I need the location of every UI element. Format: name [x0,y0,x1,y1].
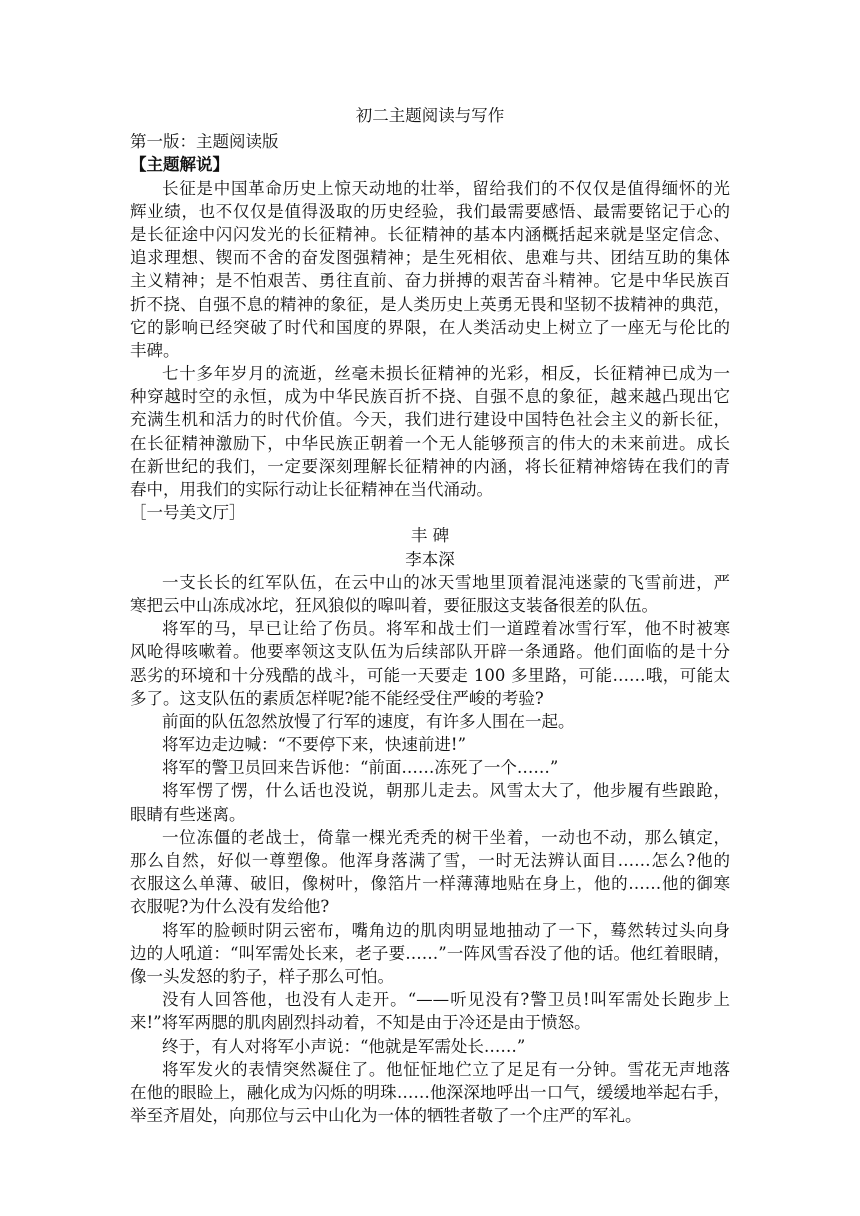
text-line: 折不挠、自强不息的精神的象征，是人类历史上英勇无畏和坚韧不拔精神的典范， [130,294,730,314]
hall-label: ［一号美文厅］ [130,503,246,523]
article-paragraph [130,988,730,1034]
text-line: 衣服呢?为什么没有发给他? [130,897,330,917]
text-line: 将军的马，早已让给了伤员。将军和战士们一道蹚着冰雪行军，他不时被寒 [162,619,730,639]
text-line: 在新世纪的我们，一定要深刻理解长征精神的内涵，将长征精神熔铸在我们的青 [130,456,730,476]
document-title: 初二主题阅读与写作 [355,106,505,125]
article-paragraph [130,826,730,919]
text-line: 多了。这支队伍的素质怎样呢?能不能经受住严峻的考验? [130,688,544,708]
text-line: 充满生机和活力的时代价值。今天，我们进行建设中国特色社会主义的新长征， [130,410,730,430]
text-line: 来!”将军两腮的肌肉剧烈抖动着，不知是由于冷还是由于愤怒。 [130,1013,591,1033]
text-line: 将军边走边喊：“不要停下来，快速前进!” [162,735,467,755]
article-author: 李本深 [405,549,455,569]
text-line: 追求理想、锲而不舍的奋发图强精神；是生死相依、患难与共、团结互助的集体 [130,248,730,268]
article-paragraph [130,1058,730,1128]
text-line: 将军愣了愣，什么话也没说，朝那儿走去。风雪太大了，他步履有些踉跄， [162,781,730,801]
intro-paragraph-1 [130,177,730,363]
text-line: 将军的警卫员回来告诉他：“前面……冻死了一个……” [162,758,559,778]
text-line: 眼睛有些迷离。 [130,804,246,824]
article-paragraph [130,571,730,617]
text-line: 衣服这么单薄、破旧，像树叶，像箔片一样薄薄地贴在身上，他的……他的御寒 [130,874,730,894]
article-paragraph [130,919,730,989]
text-line: 丰碑。 [130,340,180,360]
text-line: 辉业绩，也不仅仅是值得汲取的历史经验，我们最需要感悟、最需要铭记于心的 [130,201,730,221]
text-line: 一位冻僵的老战士，倚靠一棵光秃秃的树干坐着，一动也不动，那么镇定， [162,827,730,847]
article-paragraph [130,756,730,779]
intro-paragraph-2 [130,362,730,501]
text-line: 边的人吼道：“叫军需处长来，老子要……”一阵风雪吞没了他的话。他红着眼睛， [130,943,730,963]
text-line: 恶劣的环境和十分残酷的战斗，可能一天要走 100 多里路，可能……哦，可能太 [130,665,730,685]
text-line: 春中，用我们的实际行动让长征精神在当代涌动。 [130,480,493,499]
theme-heading: 【主题解说】 [130,155,229,175]
text-line: 长征是中国革命历史上惊天动地的壮举，留给我们的不仅仅是值得缅怀的光 [162,178,730,198]
text-line: 寒把云中山冻成冰坨，狂风狼似的嗥叫着，要征服这支装备很差的队伍。 [130,595,658,615]
text-line: 种穿越时空的永恒，成为中华民族百折不挠、自强不息的象征，越来越凸现出它 [130,387,730,407]
text-line: 终于，有人对将军小声说：“他就是军需处长……” [162,1036,526,1056]
article-paragraph [130,710,730,733]
text-line: 将军的脸顿时阴云密布，嘴角边的肌肉明显地抽动了一下，蓦然转过头向身 [162,920,730,940]
article-paragraph [130,779,730,825]
text-line: 那么自然，好似一尊塑像。他浑身落满了雪，一时无法辨认面目……怎么?他的 [130,851,730,870]
article-paragraph [130,733,730,756]
text-line: 像一头发怒的豹子，样子那么可怕。 [130,966,394,986]
article-body [130,571,730,1128]
text-line: 在长征精神激励下，中华民族正朝着一个无人能够预言的伟大的未来前进。成长 [130,433,730,453]
article-paragraph [130,1035,730,1058]
article-title: 丰 碑 [410,526,450,546]
text-line: 风呛得咳嗽着。他要率领这支队伍为后续部队开辟一条通路。他们面临的是十分 [130,642,730,662]
text-line: 它的影响已经突破了时代和国度的界限，在人类活动史上树立了一座无与伦比的 [130,317,730,337]
text-line: 举至齐眉处，向那位与云中山化为一体的牺牲者敬了一个庄严的军礼。 [130,1106,642,1126]
text-line: 将军发火的表情突然凝住了。他怔怔地伫立了足足有一分钟。雪花无声地落 [162,1059,730,1079]
text-line: 七十多年岁月的流逝，丝毫未损长征精神的光彩，相反，长征精神已成为一 [162,364,730,384]
section-label: 第一版：主题阅读版 [130,132,279,152]
text-line: 前面的队伍忽然放慢了行军的速度，有许多人围在一起。 [162,711,575,731]
document-page [130,104,730,1127]
text-line: 是长征途中闪闪发光的长征精神。长征精神的基本内涵概括起来就是坚定信念、 [130,224,730,244]
text-line: 在他的眼睑上，融化成为闪烁的明珠……他深深地呼出一口气，缓缓地举起右手， [130,1082,730,1102]
article-paragraph [130,617,730,710]
text-line: 没有人回答他，也没有人走开。“——听见没有?警卫员!叫军需处长跑步上 [162,990,730,1010]
text-line: 一支长长的红军队伍，在云中山的冰天雪地里顶着混沌迷蒙的飞雪前进，严 [162,572,730,592]
text-line: 主义精神；是不怕艰苦、勇往直前、奋力拼搏的艰苦奋斗精神。它是中华民族百 [130,271,730,291]
